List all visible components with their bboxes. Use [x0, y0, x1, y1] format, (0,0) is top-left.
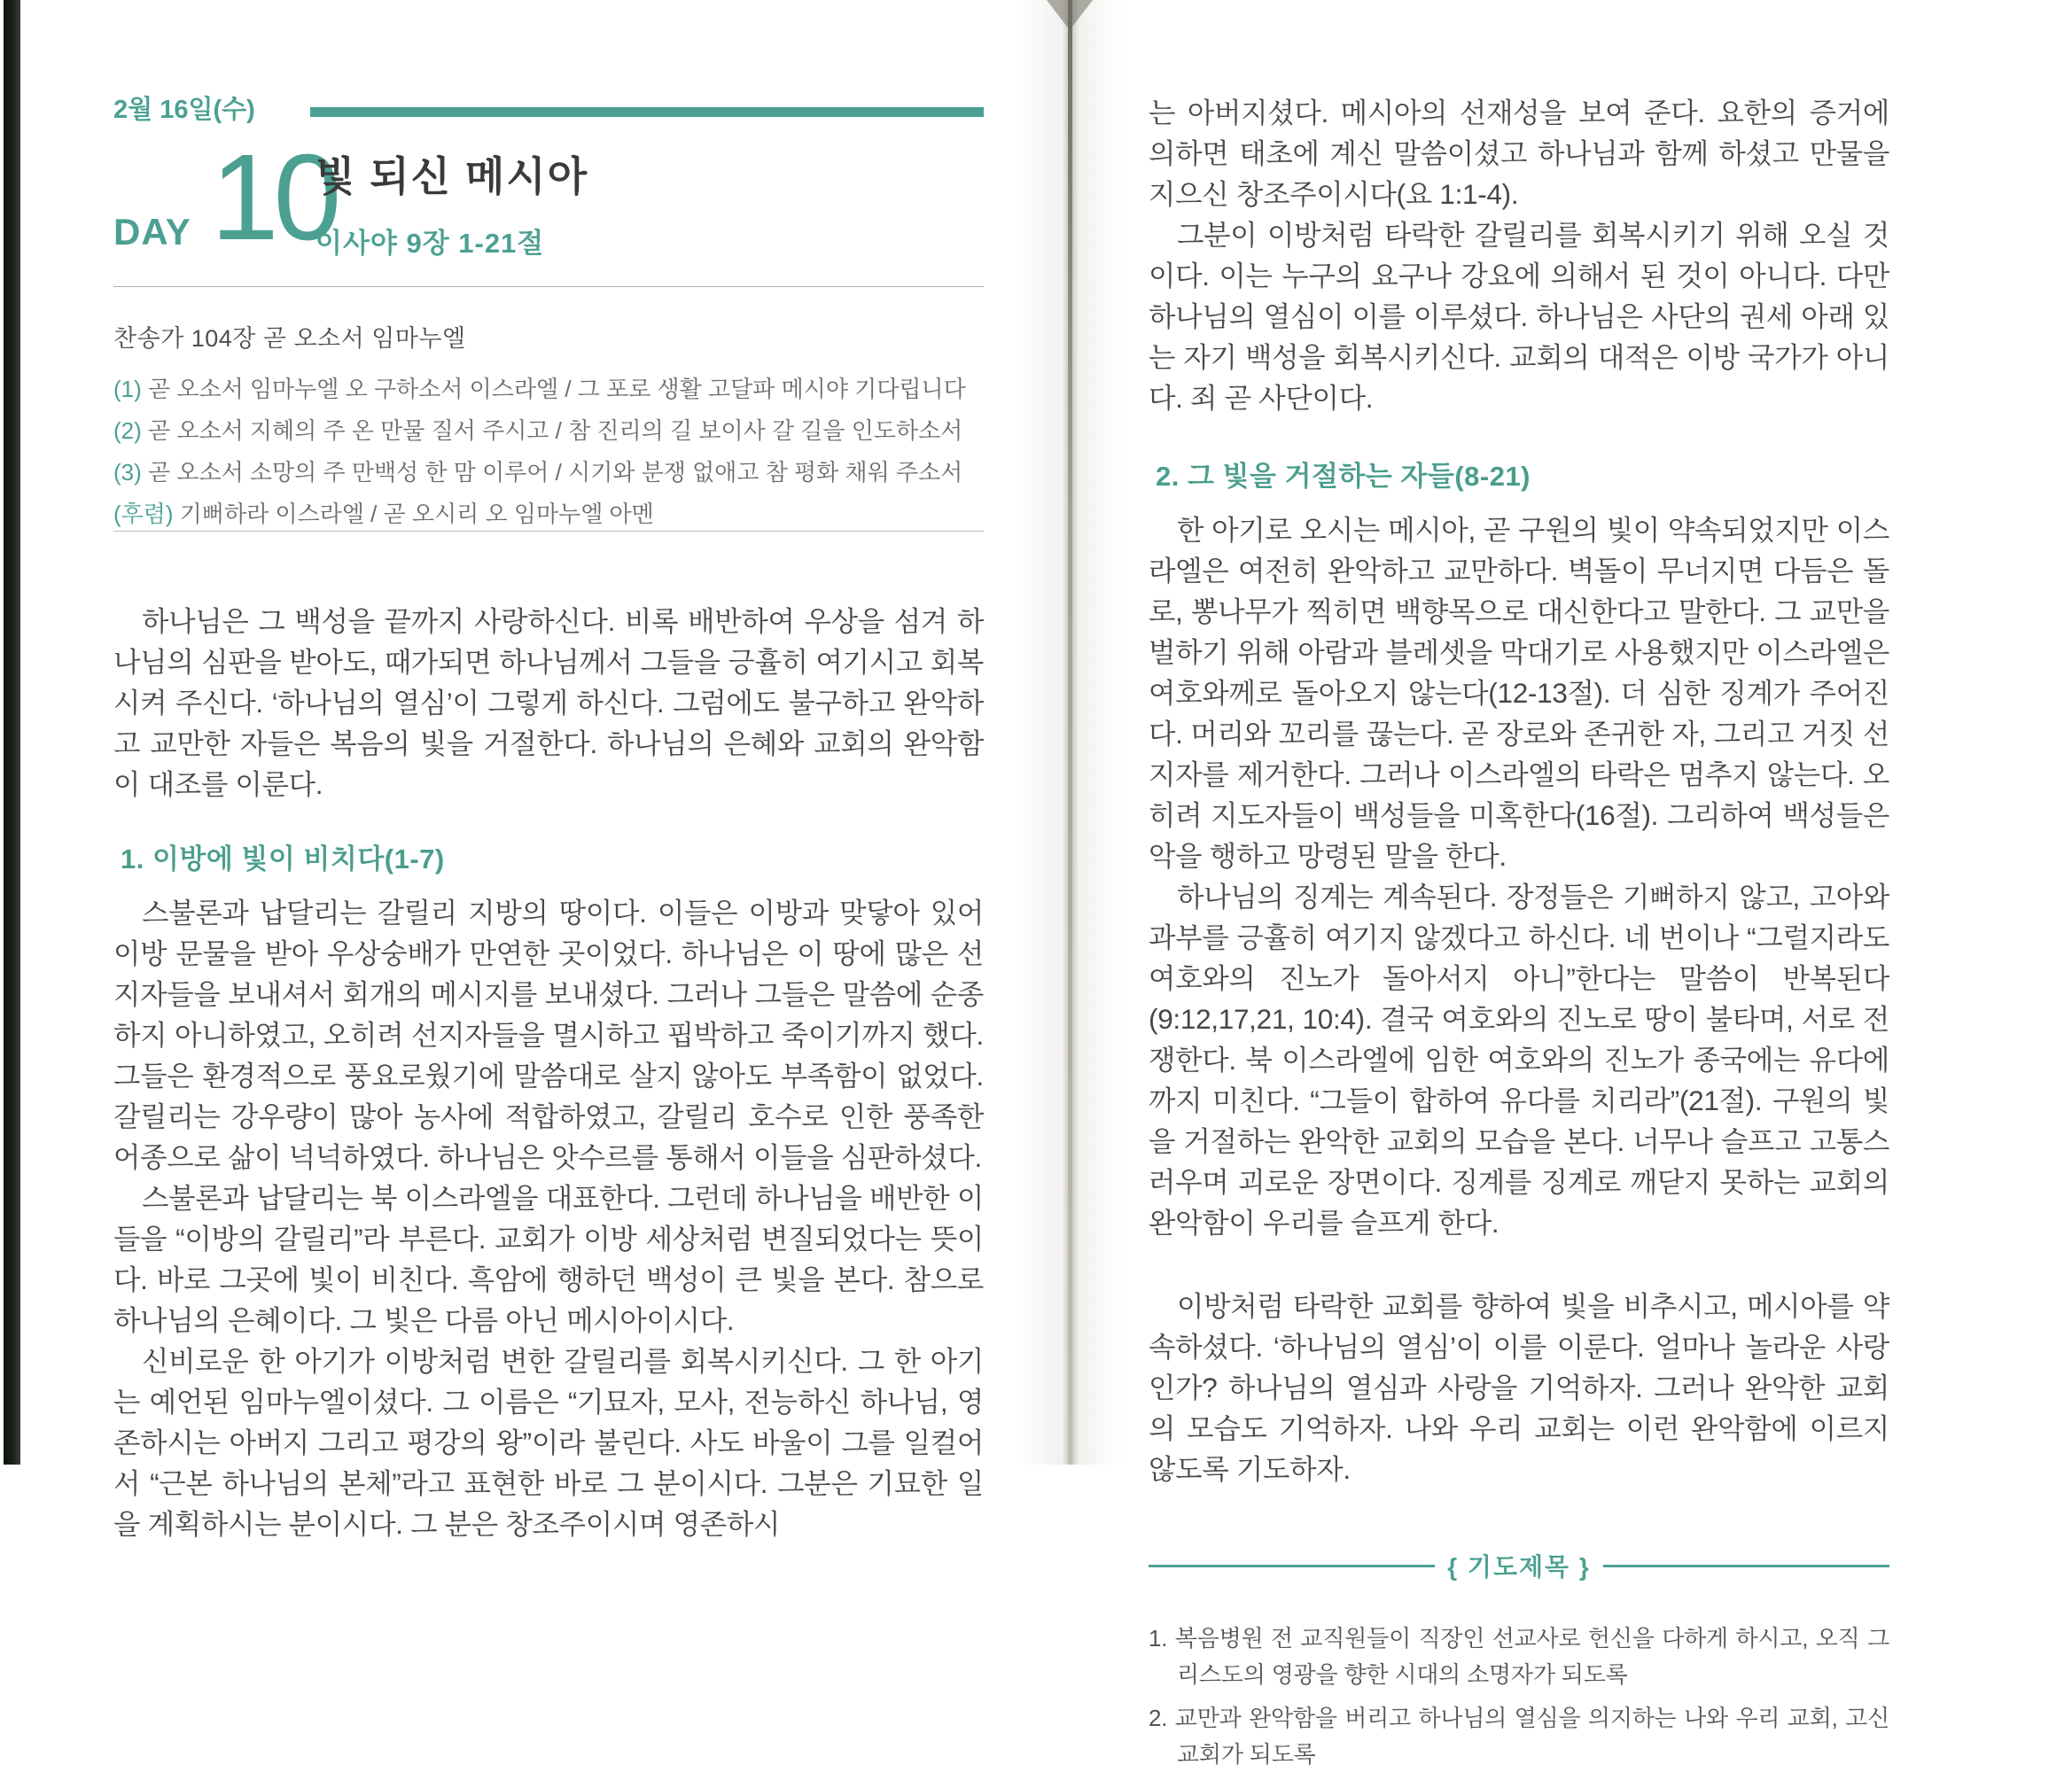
prayer-item-text: 교만과 완악함을 버리고 하나님의 열심을 의지하는 나와 우리 교회, 고신교회가 되도록: [1167, 1705, 1889, 1768]
hymn-verse-text: 곧 오소서 임마누엘 오 구하소서 이스라엘 / 그 포로 생활 고달파 메시야 기다립니다: [141, 376, 966, 402]
scan-black-edge: [4, 0, 20, 1465]
devotional-title: 빛 되신 메시아: [315, 153, 589, 199]
section-2-heading: 2. 그 빛을 거절하는 자들(8-21): [1156, 461, 1531, 492]
divider-line-left: [1149, 1565, 1435, 1567]
hymn-verse-marker: (2): [113, 417, 142, 444]
devotional-date: 2월 16일(수): [113, 96, 255, 124]
section-1-paragraph: 스불론과 납달리는 갈릴리 지방의 땅이다. 이들은 이방과 맞닿아 있어 이방 문물을 받아 우상숭배가 만연한 곳이었다. 하나님은 이 땅에 많은 선지자들을 보내셔서 회개의 메시지를 보내셨다. 그러나 그들은 말씀에 순종하지 아니하였고, 오히려 선지자들을 멸시하고 핍박하고 죽이기까지 했다. 그들은 환경적으로 풍요로웠기에 말씀대로 살지 않아도 부족함이 없었다. 갈릴리는 강우량이 많아 농사에 적합하였고, 갈릴리 호수로 인한 풍족한 어종으로 삶이 넉넉하였다. 하나님은 앗수르를 통해서 이들을 심판하셨다.: [113, 897, 984, 1173]
day-label: DAY: [113, 211, 191, 253]
hymn-line: [113, 494, 966, 535]
prayer-item-number: 2.: [1149, 1705, 1168, 1731]
prayer-item: [1149, 1700, 1889, 1773]
closing-paragraph: 이방처럼 타락한 교회를 향하여 빛을 비추시고, 메시아를 약속하셨다. ‘하나님의 열심’이 이를 이룬다. 얼마나 놀라운 사랑인가? 하나님의 열심과 사랑을 기억하자. 그러나 완악한 교회의 모습도 기억하자. 나와 우리 교회는 이런 완악함에 이르지 않도록 기도하자.: [1149, 1290, 1889, 1485]
continued-paragraph: 는 아버지셨다. 메시아의 선재성을 보여 준다. 요한의 증거에 의하면 태초에 계신 말씀이셨고 하나님과 함께 하셨고 만물을 지으신 창조주이시다(요 1:1-4).: [1149, 97, 1889, 210]
section-1-heading: 1. 이방에 빛이 비치다(1-7): [121, 843, 445, 874]
section-2-paragraph: 한 아기로 오시는 메시아, 곧 구원의 빛이 약속되었지만 이스라엘은 여전히 완악하고 교만하다. 벽돌이 무너지면 다듬은 돌로, 뽕나무가 찍히면 백향목으로 대신한다고 말한다. 그 교만을 벌하기 위해 아람과 블레셋을 막대기로 사용했지만 이스라엘은 여호와께로 돌아오지 않는다(12-13절). 더 심한 징계가 주어진다. 머리와 꼬리를 끊는다. 곧 장로와 존귀한 자, 그리고 거짓 선지자를 제거한다. 그러나 이스라엘의 타락은 멈추지 않는다. 오히려 지도자들이 백성들을 미혹한다(16절). 그리하여 백성들은 악을 행하고 망령된 말을 한다.: [1149, 514, 1889, 872]
section-2-paragraph: 하나님의 징계는 계속된다. 장정들은 기뻐하지 않고, 고아와 과부를 긍휼히 여기지 않겠다고 하신다. 네 번이나 “그럴지라도 여호와의 진노가 돌아서지 아니”한다는 말씀이 반복된다(9:12,17,21, 10:4). 결국 여호와의 진노로 땅이 불타며, 서로 전쟁한다. 북 이스라엘에 임한 여호와의 진노가 종국에는 유다에까지 미친다. “그들이 합하여 유다를 치리라”(21절). 구원의 빛을 거절하는 완악한 교회의 모습을 본다. 너무나 슬프고 고통스러우며 괴로운 장면이다. 징계를 징계로 깨닫지 못하는 교회의 완악함이 우리를 슬프게 한다.: [1149, 881, 1889, 1239]
hymn-line: [113, 410, 966, 452]
prayer-section-title: { 기도제목 }: [1447, 1553, 1591, 1581]
divider-line-right: [1603, 1565, 1889, 1567]
hymn-line: [113, 369, 966, 410]
hymn-verse-marker: (3): [113, 459, 142, 486]
prayer-item-text: 복음병원 전 교직원들이 직장인 선교사로 헌신을 다하게 하시고, 오직 그리스도의 영광을 향한 시대의 소명자가 되도록: [1167, 1625, 1889, 1688]
hymn-verse-text: 곧 오소서 소망의 주 만백성 한 맘 이루어 / 시기와 분쟁 없애고 참 평화 채워 주소서: [141, 459, 963, 486]
hymn-verse-marker: (1): [113, 376, 142, 402]
body-paragraph: 그분이 이방처럼 타락한 갈릴리를 회복시키기 위해 오실 것이다. 이는 누구의 요구나 강요에 의해서 된 것이 아니다. 다만 하나님의 열심이 이를 이루셨다. 하나님은 사단의 권세 아래 있는 자기 백성을 회복시키신다. 교회의 대적은 이방 국가가 아니다. 죄 곧 사단이다.: [1149, 219, 1889, 414]
hymn-verses: [113, 369, 966, 535]
title-block: [315, 144, 588, 260]
prayer-section-divider: [1149, 1548, 1889, 1583]
book-binding-top-shadow: [1047, 0, 1093, 30]
day-number: 10: [210, 129, 337, 266]
book-binding-line: [1068, 0, 1072, 1465]
hymn-verse-text: 곧 오소서 지혜의 주 온 만물 질서 주시고 / 참 진리의 길 보이사 갈 길을 인도하소서: [141, 417, 963, 444]
right-page-body: [1149, 92, 1889, 1780]
hymn-title: 찬송가 104장 곧 오소서 임마누엘: [113, 325, 466, 352]
hymn-line: [113, 452, 966, 494]
prayer-item: [1149, 1621, 1889, 1693]
hymn-verse-text: 기뻐하라 이스라엘 / 곧 오시리 오 임마누엘 아멘: [173, 501, 654, 527]
hymn-verse-marker: (후렴): [113, 501, 174, 527]
day-row: [113, 129, 337, 266]
divider-line: [113, 531, 984, 532]
left-page-body: [113, 601, 984, 1544]
accent-bar: [310, 107, 984, 117]
section-1-paragraph: 신비로운 한 아기가 이방처럼 변한 갈릴리를 회복시키신다. 그 한 아기는 예언된 임마누엘이셨다. 그 이름은 “기묘자, 모사, 전능하신 하나님, 영존하시는 아버지 그리고 평강의 왕”이라 불린다. 사도 바울이 그를 일컬어서 “근본 하나님의 본체”라고 표현한 바로 그 분이시다. 그분은 기묘한 일을 계획하시는 분이시다. 그 분은 창조주이시며 영존하시: [113, 1345, 984, 1540]
section-1-paragraph: 스불론과 납달리는 북 이스라엘을 대표한다. 그런데 하나님을 배반한 이들을 “이방의 갈릴리”라 부른다. 교회가 이방 세상처럼 변질되었다는 뜻이다. 바로 그곳에 빛이 비친다. 흑암에 행하던 백성이 큰 빛을 본다. 참으로 하나님의 은혜이다. 그 빛은 다름 아닌 메시아이시다.: [113, 1182, 984, 1336]
prayer-list: [1149, 1621, 1889, 1773]
divider-line: [113, 286, 984, 287]
prayer-item-number: 1.: [1149, 1625, 1168, 1652]
scripture-reference: 이사야 9장 1-21절: [315, 228, 545, 259]
intro-paragraph: 하나님은 그 백성을 끝까지 사랑하신다. 비록 배반하여 우상을 섬겨 하나님의 심판을 받아도, 때가되면 하나님께서 그들을 긍휼히 여기시고 회복시켜 주신다. ‘하나님의 열심’이 그렇게 하신다. 그럼에도 불구하고 완악하고 교만한 자들은 복음의 빛을 거절한다. 하나님의 은혜와 교회의 완악함이 대조를 이룬다.: [113, 605, 984, 800]
